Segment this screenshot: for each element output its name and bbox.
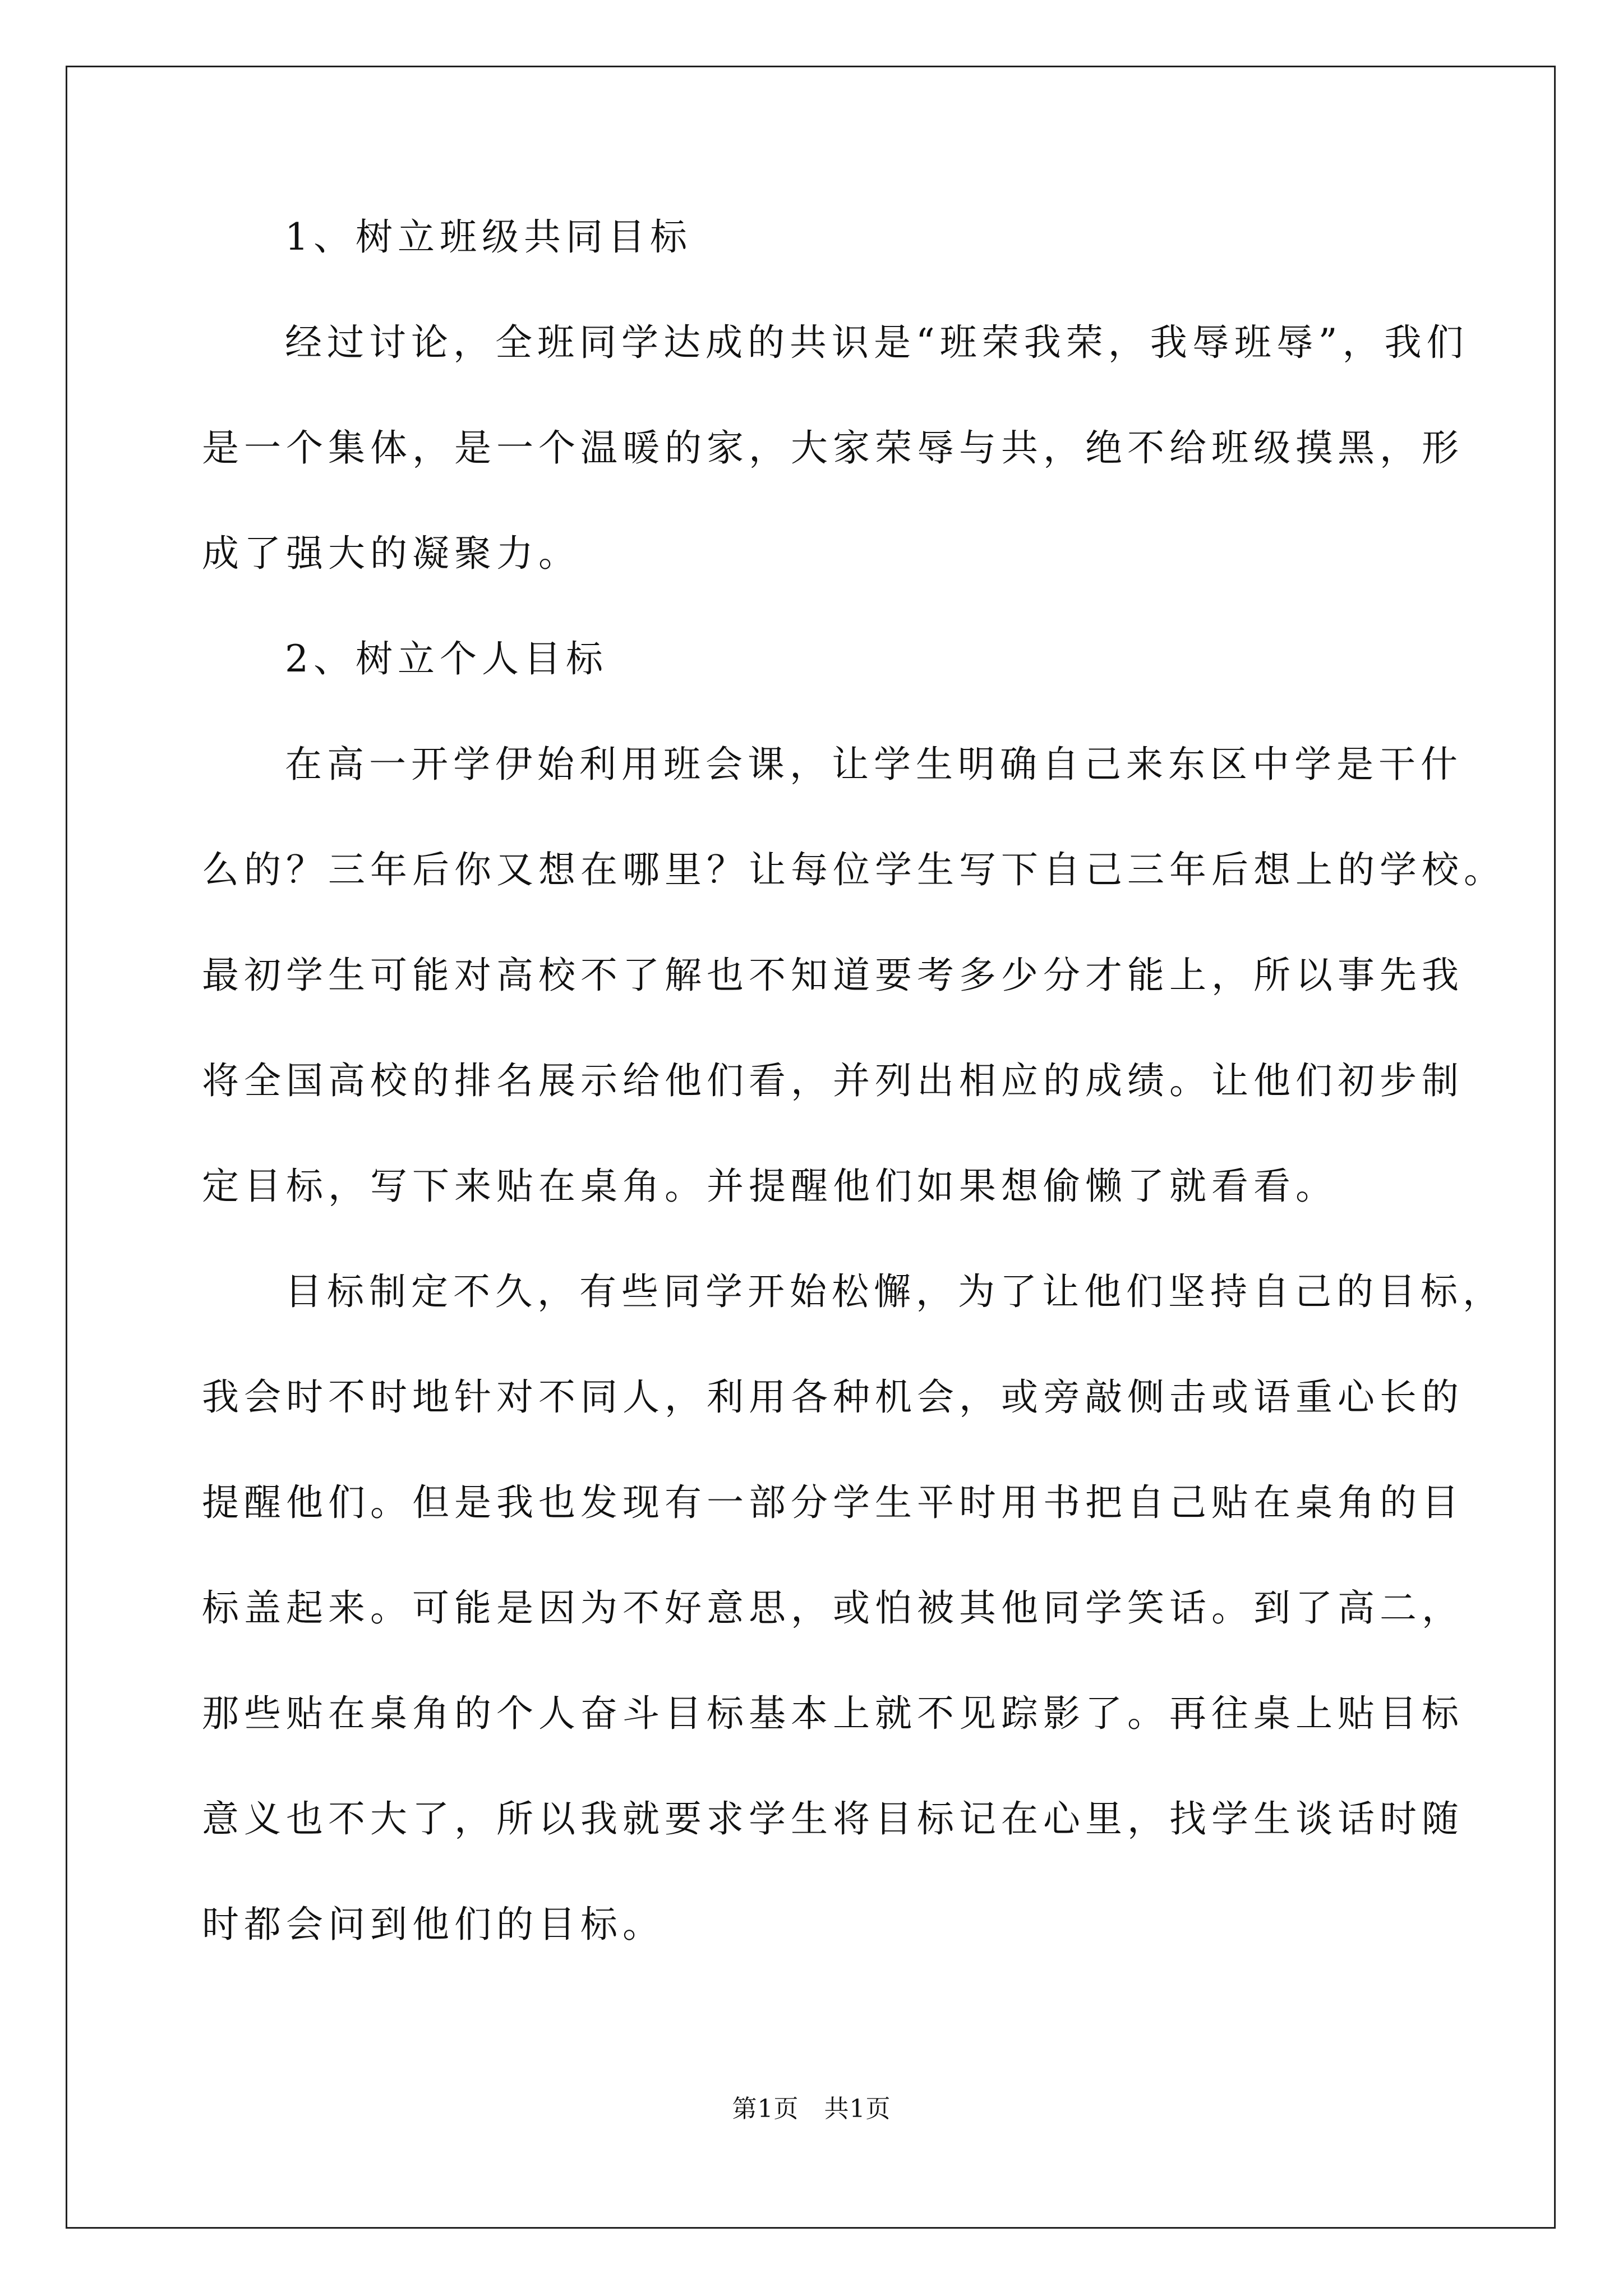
heading-class-goal: 1、树立班级共同目标 [285, 215, 692, 259]
paragraph-line: 那些贴在桌角的个人奋斗目标基本上就不见踪影了。再往桌上贴目标 [202, 1692, 1464, 1735]
paragraph-line: 经过讨论，全班同学达成的共识是“班荣我荣，我辱班辱”，我们 [285, 321, 1469, 364]
heading-personal-goal: 2、树立个人目标 [285, 637, 608, 680]
paragraph-line: 我会时不时地针对不同人，利用各种机会，或旁敲侧击或语重心长的 [202, 1375, 1464, 1419]
page-number-footer: 第1页 共1页 [732, 2095, 891, 2123]
paragraph-line: 标盖起来。可能是因为不好意思，或怕被其他同学笑话。到了高二， [202, 1586, 1464, 1630]
paragraph-line: 将全国高校的排名展示给他们看，并列出相应的成绩。让他们初步制 [202, 1059, 1464, 1102]
paragraph-line: 么的？三年后你又想在哪里？让每位学生写下自己三年后想上的学校。 [202, 848, 1506, 891]
paragraph-line: 时都会问到他们的目标。 [202, 1903, 665, 1946]
paragraph-line: 定目标，写下来贴在桌角。并提醒他们如果想偷懒了就看看。 [202, 1165, 1338, 1208]
paragraph-line: 提醒他们。但是我也发现有一部分学生平时用书把自己贴在桌角的目 [202, 1481, 1464, 1524]
paragraph-line: 目标制定不久，有些同学开始松懈，为了让他们坚持自己的目标， [285, 1270, 1505, 1313]
paragraph-line: 最初学生可能对高校不了解也不知道要考多少分才能上，所以事先我 [202, 954, 1464, 997]
paragraph-line: 是一个集体，是一个温暖的家，大家荣辱与共，绝不给班级摸黑，形 [202, 426, 1464, 470]
paragraph-line: 在高一开学伊始利用班会课，让学生明确自己来东区中学是干什 [285, 743, 1463, 786]
paragraph-line: 意义也不大了，所以我就要求学生将目标记在心里，找学生谈话时随 [202, 1797, 1464, 1841]
document-body [202, 215, 1506, 2012]
paragraph-line: 成了强大的凝聚力。 [202, 532, 580, 575]
